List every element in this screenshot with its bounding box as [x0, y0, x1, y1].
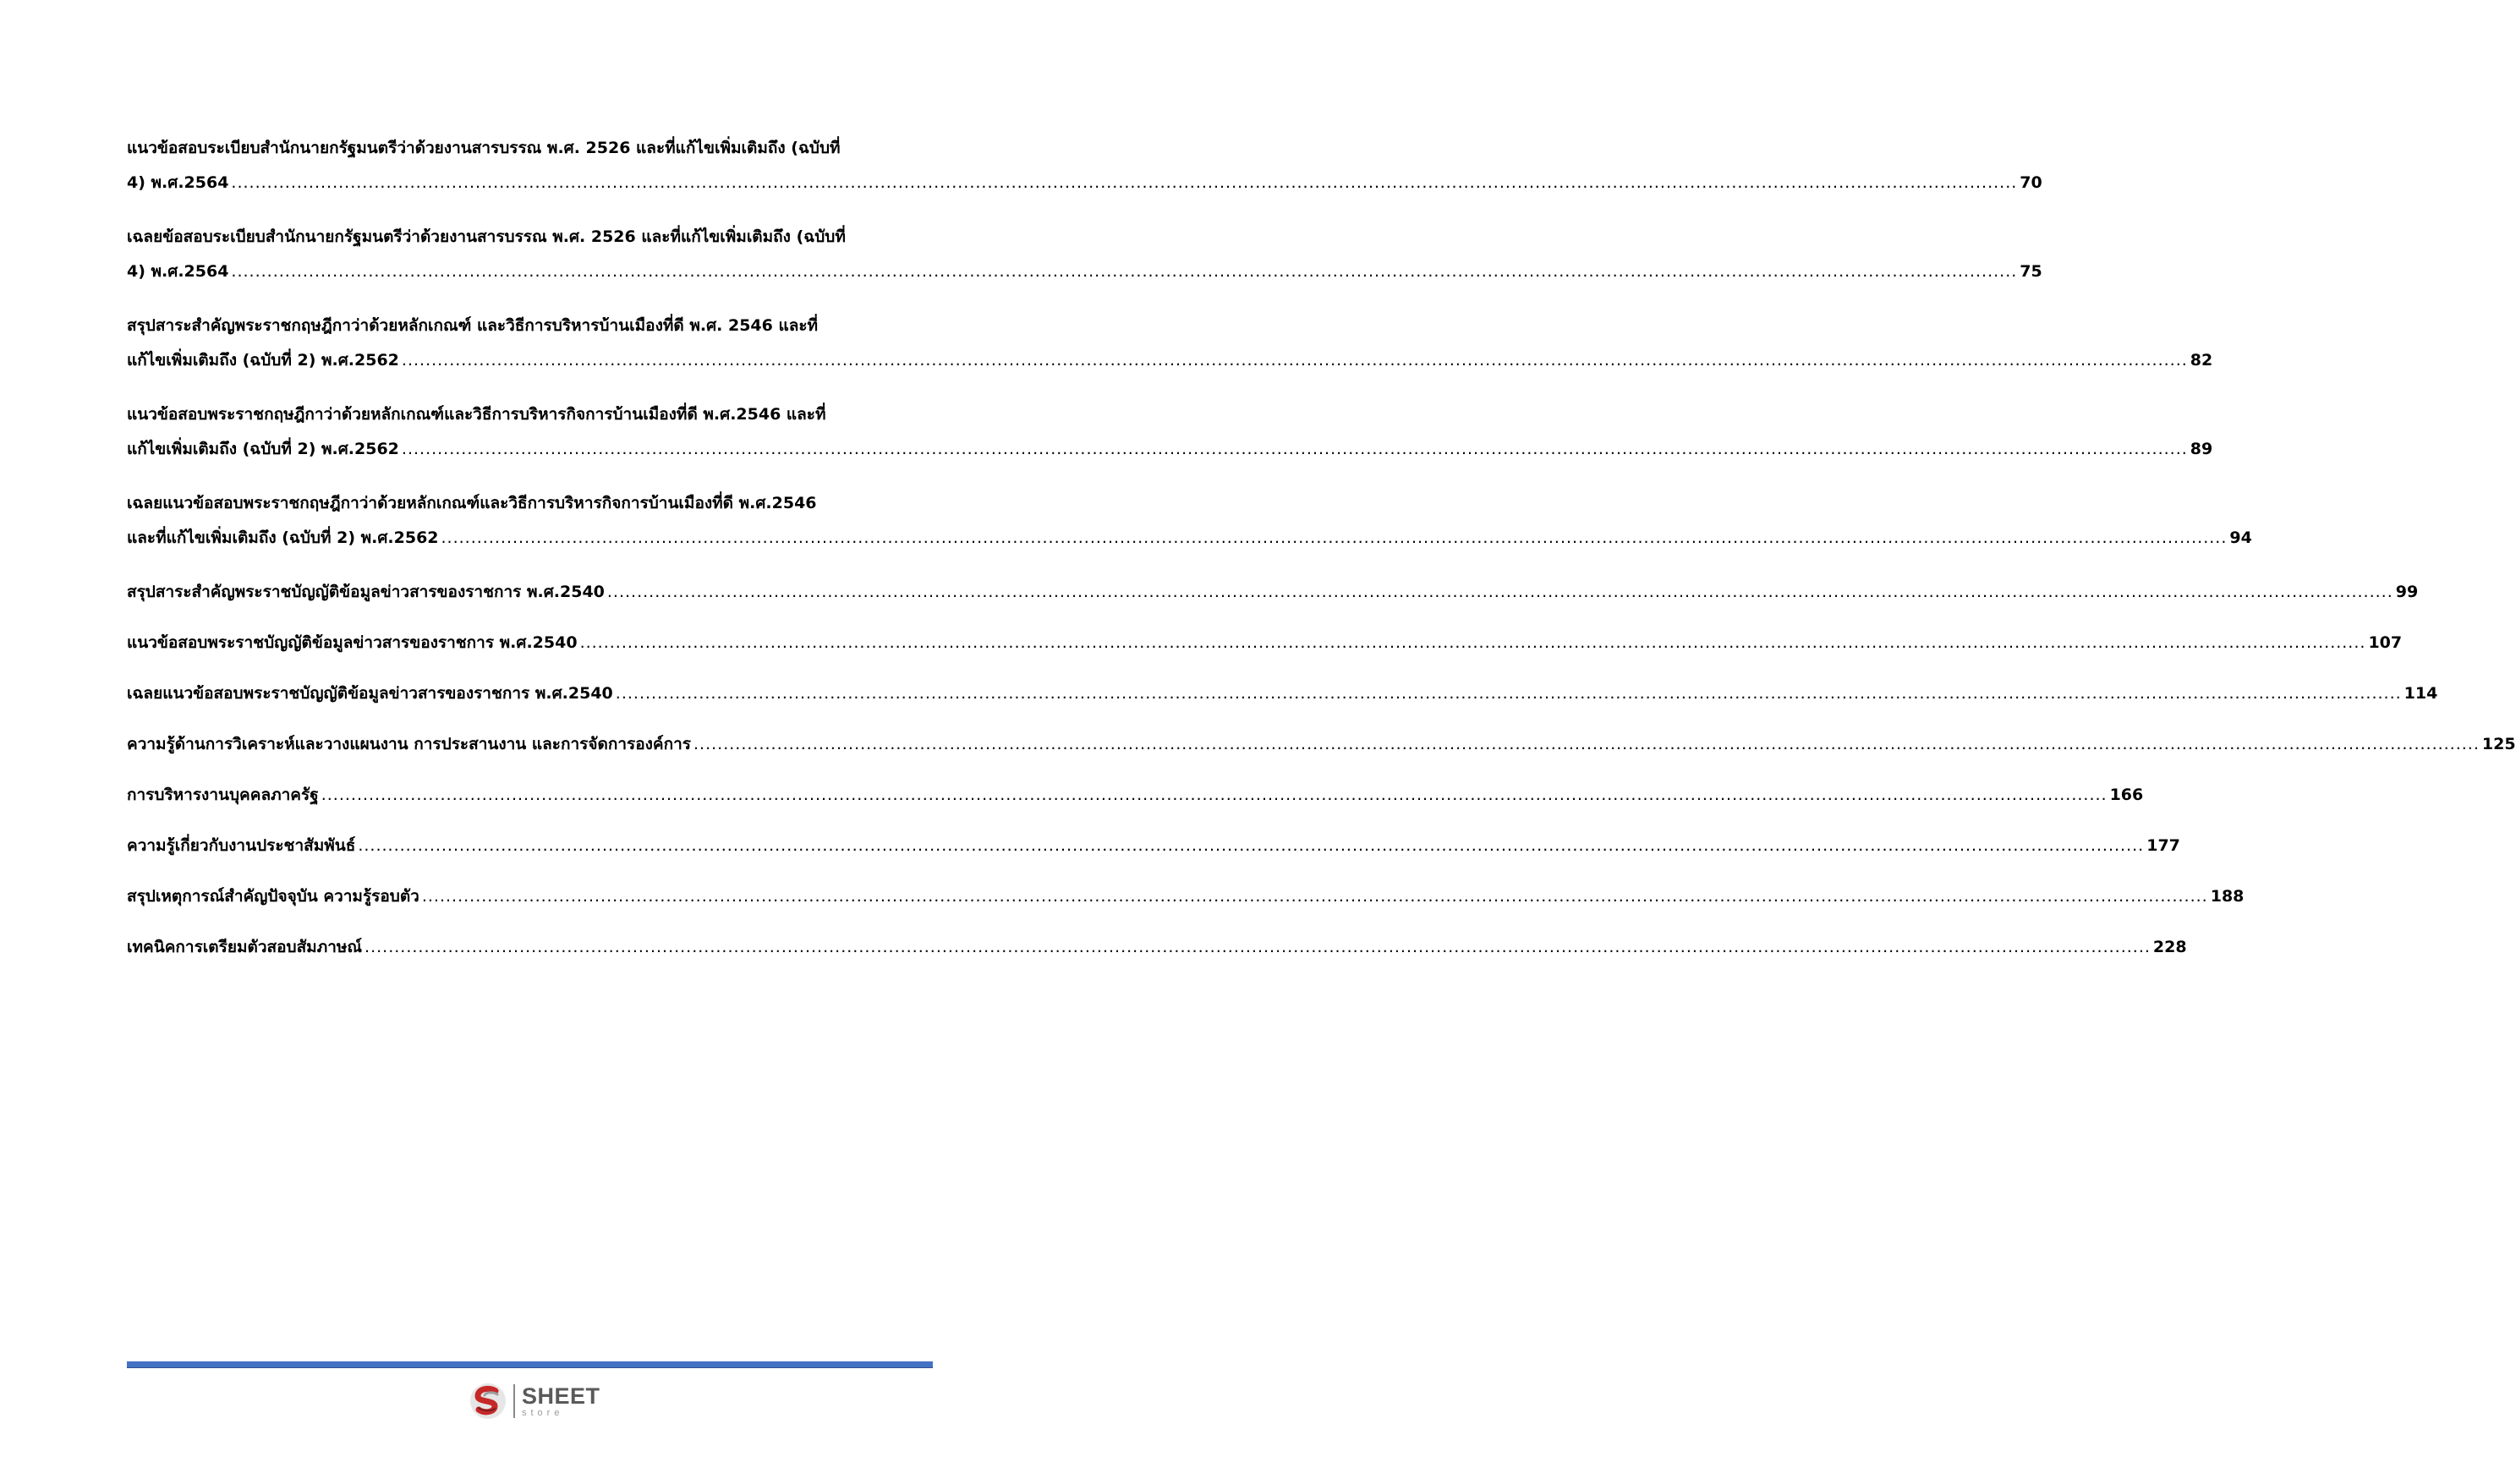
logo-sub-text: store: [522, 1407, 564, 1418]
toc-entry-line: [127, 930, 2187, 965]
toc-entry-title-continuation: แก้ไขเพิ่มเติมถึง (ฉบับที่ 2) พ.ศ.2562: [127, 351, 399, 370]
toc-page-number: 114: [2404, 684, 2438, 703]
toc-entry[interactable]: [127, 309, 2213, 378]
toc-entry[interactable]: [127, 930, 2187, 965]
toc-entry-title: ความรู้ด้านการวิเคราะห์และวางแผนงาน การประสานงาน และการจัดการองค์การ: [127, 735, 692, 753]
toc-page-number: 89: [2190, 440, 2213, 458]
toc-dot-leader: [231, 166, 2017, 200]
toc-entry-line: [127, 255, 2042, 289]
toc-entry[interactable]: [127, 778, 2144, 813]
toc-entry[interactable]: [127, 829, 2180, 863]
toc-dot-leader: [441, 521, 2228, 556]
toc-entry[interactable]: [127, 626, 2403, 660]
toc-page-number: 82: [2190, 351, 2213, 370]
logo-words: [522, 1385, 600, 1418]
toc-entry-title: แนวข้อสอบพระราชบัญญัติข้อมูลข่าวสารของราชการ พ.ศ.2540: [127, 633, 578, 652]
toc-page-number: 125: [2481, 735, 2516, 753]
toc-entry[interactable]: [127, 486, 2252, 556]
toc-entry[interactable]: [127, 879, 2245, 914]
toc-page-number: 107: [2368, 633, 2403, 652]
toc-dot-leader: [365, 930, 2151, 965]
table-of-contents: [127, 131, 2516, 981]
toc-entry-title-continuation: แก้ไขเพิ่มเติมถึง (ฉบับที่ 2) พ.ศ.2562: [127, 440, 399, 458]
toc-page-number: 188: [2210, 887, 2245, 906]
toc-page-number: 177: [2146, 836, 2180, 855]
toc-entry-title: สรุปเหตุการณ์สำคัญปัจจุบัน ความรู้รอบตัว: [127, 887, 419, 906]
toc-dot-leader: [616, 676, 2402, 711]
toc-entry-title-line: สรุปสาระสำคัญพระราชกฤษฎีกาว่าด้วยหลักเกณฑ์ และวิธีการบริหารบ้านเมืองที่ดี พ.ศ. 2546 และที่: [127, 316, 819, 335]
toc-entry-line: [127, 778, 2144, 813]
toc-page-number: 94: [2229, 528, 2252, 547]
toc-page-number: 228: [2152, 938, 2187, 956]
toc-dot-leader: [358, 829, 2144, 863]
toc-entry-title-line: เฉลยข้อสอบระเบียบสำนักนายกรัฐมนตรีว่าด้วยงานสารบรรณ พ.ศ. 2526 และที่แก้ไขเพิ่มเติมถึง (ฉบับที่: [127, 227, 846, 246]
toc-entry-line: [127, 166, 2042, 200]
toc-entry[interactable]: [127, 727, 2516, 762]
toc-entry[interactable]: [127, 676, 2438, 711]
toc-page-number: 166: [2109, 786, 2144, 804]
toc-entry-title: สรุปสาระสำคัญพระราชบัญญัติข้อมูลข่าวสารของราชการ พ.ศ.2540: [127, 583, 605, 601]
toc-entry[interactable]: [127, 575, 2419, 610]
toc-dot-leader: [693, 727, 2480, 762]
toc-entry[interactable]: [127, 131, 2042, 200]
toc-entry[interactable]: [127, 220, 2042, 289]
toc-entry-line: [127, 343, 2213, 378]
toc-entry-line: [127, 879, 2245, 914]
footer-rule: [127, 1361, 933, 1368]
toc-entry-line: [127, 676, 2438, 711]
toc-entry-title-continuation: 4) พ.ศ.2564: [127, 262, 229, 281]
toc-entry-title-continuation: และที่แก้ไขเพิ่มเติมถึง (ฉบับที่ 2) พ.ศ.2562: [127, 528, 439, 547]
toc-entry-line: [127, 626, 2403, 660]
toc-dot-leader: [607, 575, 2393, 610]
toc-entry-title-line: แนวข้อสอบพระราชกฤษฎีกาว่าด้วยหลักเกณฑ์และวิธีการบริหารกิจการบ้านเมืองที่ดี พ.ศ.2546 และที่: [127, 405, 826, 424]
toc-entry-title-line: เฉลยแนวข้อสอบพระราชกฤษฎีกาว่าด้วยหลักเกณฑ์และวิธีการบริหารกิจการบ้านเมืองที่ดี พ.ศ.2546: [127, 494, 817, 512]
toc-dot-leader: [402, 343, 2188, 378]
toc-entry-title: การบริหารงานบุคคลภาครัฐ: [127, 786, 319, 804]
s-logo-icon: [468, 1381, 508, 1421]
toc-dot-leader: [321, 778, 2108, 813]
toc-dot-leader: [422, 879, 2208, 914]
toc-page-number: 70: [2020, 173, 2042, 192]
toc-entry-title: ความรู้เกี่ยวกับงานประชาสัมพันธ์: [127, 836, 356, 855]
toc-entry-title-line: แนวข้อสอบระเบียบสำนักนายกรัฐมนตรีว่าด้วยงานสารบรรณ พ.ศ. 2526 และที่แก้ไขเพิ่มเติมถึง (ฉบับที่: [127, 139, 841, 157]
toc-entry-line: [127, 432, 2213, 467]
toc-entry-title: เทคนิคการเตรียมตัวสอบสัมภาษณ์: [127, 938, 363, 956]
logo-brand-text: SHEET: [522, 1383, 600, 1409]
sheet-store-logo: [468, 1380, 600, 1422]
toc-entry-title: เฉลยแนวข้อสอบพระราชบัญญัติข้อมูลข่าวสารของราชการ พ.ศ.2540: [127, 684, 613, 703]
toc-dot-leader: [231, 255, 2017, 289]
toc-dot-leader: [580, 626, 2366, 660]
toc-entry-line: [127, 829, 2180, 863]
toc-page-number: 75: [2020, 262, 2042, 281]
toc-entry[interactable]: [127, 397, 2213, 467]
toc-dot-leader: [402, 432, 2188, 467]
toc-entry-line: [127, 727, 2516, 762]
toc-entry-line: [127, 575, 2419, 610]
logo-divider: [513, 1384, 515, 1418]
toc-entry-title-continuation: 4) พ.ศ.2564: [127, 173, 229, 192]
toc-page-number: 99: [2395, 583, 2419, 601]
toc-entry-line: [127, 521, 2252, 556]
